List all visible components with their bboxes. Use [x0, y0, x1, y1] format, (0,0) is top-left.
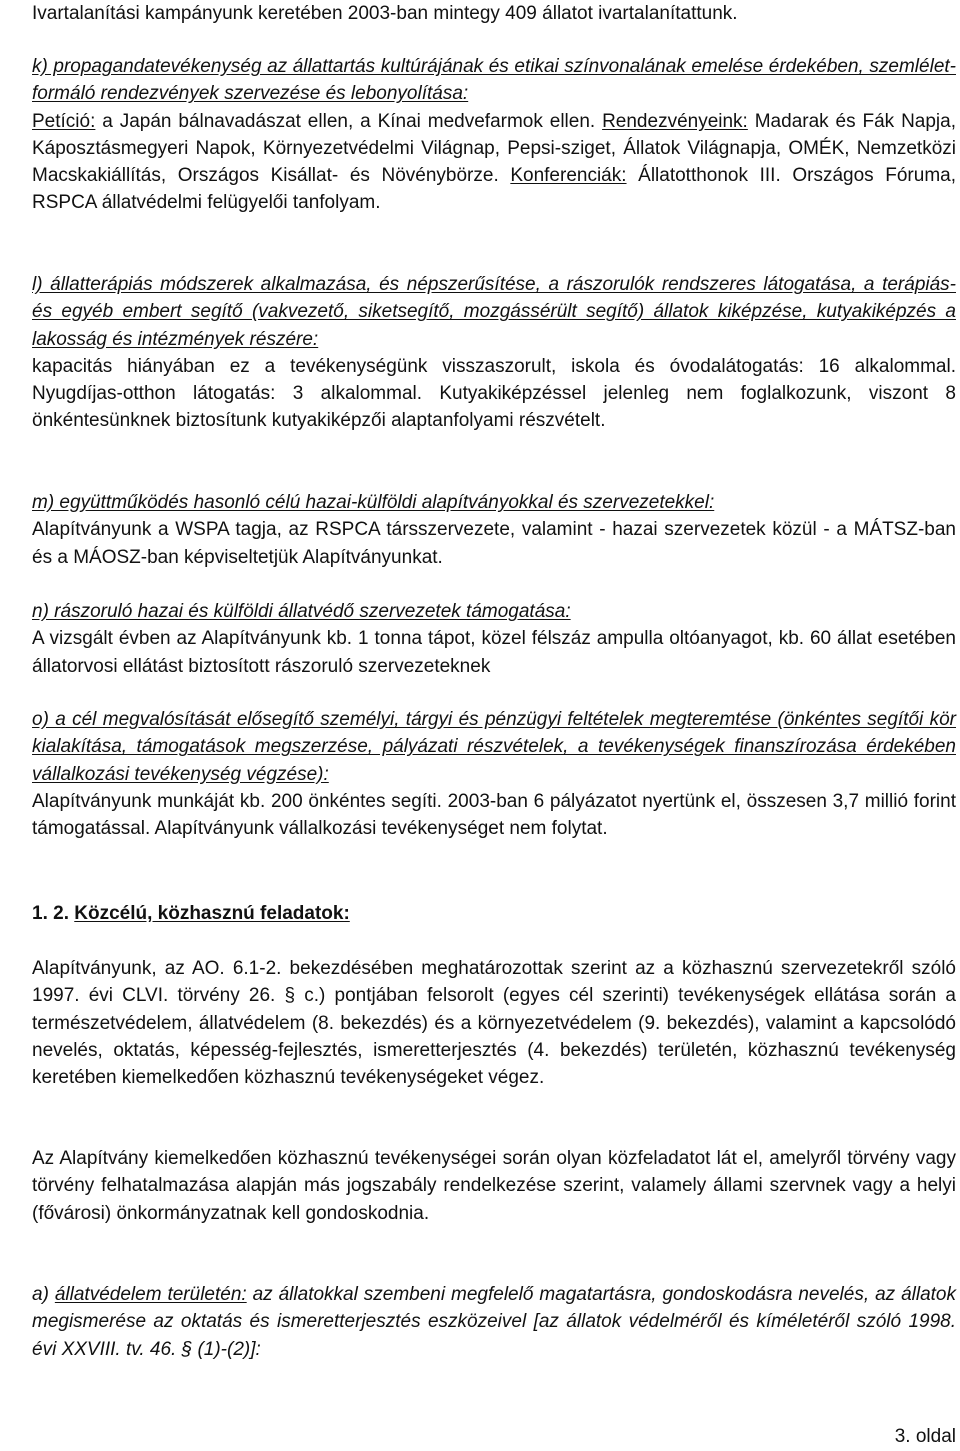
section-n-heading: n) rászoruló hazai és külföldi állatvédő szervezetek támogatása:	[32, 601, 571, 622]
section-o-body: Alapítványunk munkáját kb. 200 önkéntes segíti. 2003-ban 6 pályázatot nyertünk el, összesen 3,7 millió forint támogatással. Alapítványunk vállalkozási tevékenységet nem folytat.	[32, 790, 956, 840]
section-number: 1. 2.	[32, 903, 75, 924]
petition-text: a Japán bálnavadászat ellen, a Kínai medvefarmok ellen.	[95, 110, 603, 132]
section-n-body: A vizsgált évben az Alapítványunk kb. 1 tonna tápot, közel félszáz ampulla oltóanyagot, kb. 60 állat esetében állatorvosi ellátást biztosított rászoruló szervezeteknek	[32, 628, 956, 677]
intro-paragraph: Ivartalanítási kampányunk keretében 2003-ban mintegy 409 állatot ivartalanítattunk.	[32, 3, 738, 24]
public-benefit-paragraph-1: Alapítványunk, az AO. 6.1-2. bekezdésében meghatározottak szerint az a közhasznú szervezetekről szóló 1997. évi CLVI. törvény 26. § c.) pontjában felsorolt (egyes cél szerinti) tevékenységek ellátása során a természetvédelem, állatvédelem (8. bekezdés) és a környezetvédelem (9. bekezdés), valamint a kapcsolódó nevelés, oktatás, képesség-fejlesztés, ismeretterjesztés (4. bekezdés) területén, közhasznú tevékenység keretében kiemelkedően közhasznú tevékenységeket végez.	[32, 958, 956, 1089]
conferences-text: Állatotthonok III. Országos Fóruma, RSPCA állatvédelmi felügyelői tanfolyam.	[32, 165, 956, 214]
section-k-heading: k) propagandatevékenység az állattartás kultúrájának és etikai színvonalának emelése érdekében, szemlélet-formáló rendezvények szervezése és lebonyolítása:	[32, 56, 956, 105]
section-a-label: állatvédelem területén:	[54, 1284, 247, 1305]
section-m	[32, 489, 956, 571]
section-a	[32, 1281, 956, 1363]
section-o-heading: o) a cél megvalósítását elősegítő személyi, tárgyi és pénzügyi feltételek megteremtése (önkéntes segítői kör kialakítása, támogatások megszerzése, pályázati részvételek, a tevékenységek finanszírozása érdekében vállalkozási tevékenység végzése):	[32, 709, 956, 785]
section-m-heading: m) együttműködés hasonló célú hazai-külföldi alapítványokkal és szervezetekkel:	[32, 492, 715, 513]
section-a-prefix: a)	[32, 1284, 55, 1305]
section-l-body: kapacitás hiányában ez a tevékenységünk visszaszorult, iskola és óvodalátogatás: 16 alkalommal. Nyugdíjas-otthon látogatás: 3 alkalommal. Kutyakiképzéssel jelenleg nem foglalkozunk, viszont 8 önkéntesünknek biztosítunk kutyakiképzői alaptanfolyami részvételt.	[32, 355, 956, 432]
events-label: Rendezvényeink:	[602, 110, 748, 132]
section-k	[32, 53, 956, 217]
section-l	[32, 271, 956, 435]
page-number: 3. oldal	[894, 1426, 956, 1447]
public-benefit-paragraph-2: Az Alapítvány kiemelkedően közhasznú tevékenységei során olyan közfeladatot lát el, amelyről törvény vagy törvény felhatalmazása alapján más jogszabály rendelkezése szerint, valamely állami szervnek vagy a helyi (fővárosi) önkormányzatnak kell gondoskodnia.	[32, 1148, 956, 1224]
section-o	[32, 706, 956, 842]
section-l-heading: l) állatterápiás módszerek alkalmazása, és népszerűsítése, a rászorulók rendszeres látogatása, a terápiás- és egyéb embert segítő (vakvezető, siketsegítő, mozgássérült segítő) állatok kiképzése, kutyakiképzés a lakosság és intézmények részére:	[32, 274, 956, 350]
section-m-body: Alapítványunk a WSPA tagja, az RSPCA társszervezete, valamint - hazai szervezetek közül - a MÁTSZ-ban és a MÁOSZ-ban képviseltetjük Alapítványunkat.	[32, 519, 956, 568]
conferences-label: Konferenciák:	[510, 165, 627, 187]
section-n	[32, 598, 956, 680]
events-text: Madarak és Fák Napja, Káposztásmegyeri Napok, Környezetvédelmi Világnap, Pepsi-sziget, Állatok Világnapja, OMÉK, Nemzetközi Macskakiállítás, Országos Kisállat- és Növénybörze.	[32, 110, 956, 187]
petition-label: Petíció:	[32, 110, 96, 132]
section-title: Közcélú, közhasznú feladatok:	[74, 903, 350, 924]
section-a-text: az állatokkal szembeni megfelelő magatartásra, gondoskodásra nevelés, az állatok megismerése az oktatás és ismeretterjesztés eszközeivel [az állatok védelméről és kíméletéről szóló 1998. évi XXVIII. tv. 46. § (1)-(2)]:	[32, 1284, 956, 1360]
section-1-2-heading	[32, 900, 956, 927]
